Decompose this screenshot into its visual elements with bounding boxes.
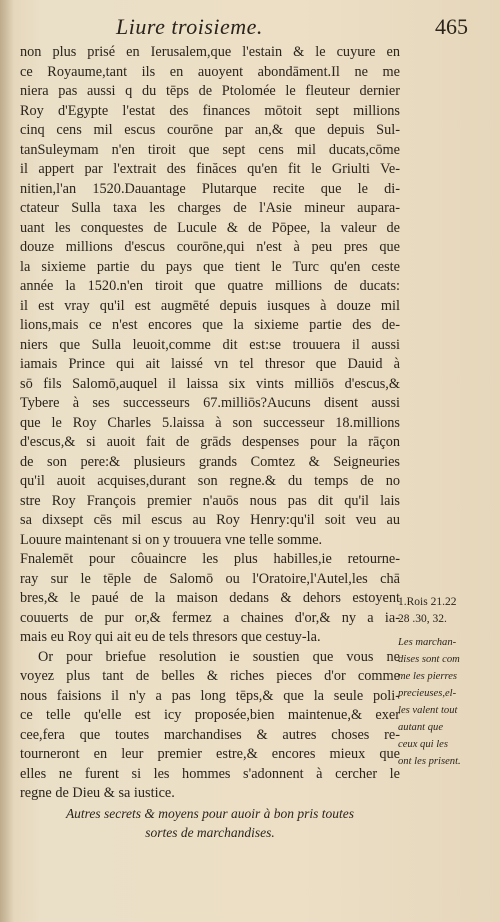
text-line: ce Royaume,tant ils en auoyent abondāment.Il ne me bbox=[20, 63, 400, 80]
text-line: stre Roy François premier n'auōs nous pas dit qu'il lais bbox=[20, 492, 400, 509]
paragraph-start-line: Or pour briefue resolution ie soustien que vous ne bbox=[38, 648, 400, 665]
text-line: sa dixsept cēs mil escus au Roy Henry:qu'il soit veu au bbox=[20, 512, 400, 528]
text-line: Fnalemēt pour côuaincre les plus habilles,ie retourne- bbox=[20, 551, 400, 567]
text-line: cee,fera que toutes marchandises & autres choses re- bbox=[20, 726, 400, 743]
text-line: il appert par l'extrait des finăces qu'en fit le Griulti Ve- bbox=[20, 161, 400, 177]
text-line: année la 1520.n'en tiroit que quatre millions de ducats: bbox=[20, 278, 400, 294]
text-line: voyez plus tant de belles & riches pieces d'or comme bbox=[20, 668, 400, 684]
text-line: bres,& le paué de la maison dedans & dehors estoyent bbox=[20, 590, 400, 606]
text-line: mais eu Roy qui ait eu de tels thresors que cestuy-la. bbox=[20, 629, 321, 645]
running-title: Liure troisieme. bbox=[116, 14, 263, 39]
text-line: iamais Prince qui ait laissé vn tel thresor que Dauid à bbox=[20, 356, 400, 372]
section-heading-line: sortes de marchandises. bbox=[145, 825, 275, 840]
text-line: uant les conquestes de Lucule & de Pōpee, la valeur de bbox=[20, 219, 400, 236]
text-line: qu'il auoit acquises,durant son regne.& du temps de no bbox=[20, 473, 400, 489]
text-line: Louure maintenant si on y trouuera vne telle somme. bbox=[20, 531, 323, 548]
section-heading-line: Autres secrets & moyens pour auoir à bon pris toutes bbox=[65, 805, 355, 821]
text-line: non plus prisé en Ierusalem,que l'estain & le cuyure en bbox=[20, 44, 400, 60]
gutter-shadow bbox=[0, 0, 14, 922]
page-header bbox=[108, 14, 468, 42]
text-line: de son pere:& plusieurs grands Comtez & Seigneuries bbox=[20, 453, 400, 470]
main-text bbox=[20, 43, 400, 843]
text-line: regne de Dieu & sa iustice. bbox=[20, 785, 175, 801]
text-line: tourneront en leur premier estre,& encores mieux que bbox=[20, 746, 400, 762]
text-line: d'escus,& si auoit fait de grāds despenses pour la rāçon bbox=[20, 434, 400, 450]
text-line: ctateur Sulla taxa les charges de l'Asie mineur aupara- bbox=[20, 200, 400, 216]
text-line: tanSuleymam n'en tiroit que sept cens mil ducats,cōme bbox=[20, 141, 400, 158]
margin-gloss bbox=[398, 634, 494, 770]
text-line: la sixieme partie du pays que tient le Turc qu'en ceste bbox=[20, 258, 400, 275]
text-line: couuerts de pur or,& fermez a chaines d'or,& ny a ia- bbox=[20, 609, 400, 626]
page-number: 465 bbox=[435, 14, 468, 39]
margin-note-line: me les pierres bbox=[398, 671, 458, 682]
text-line: cinq cens mil escus courōne par an,& que depuis Sul- bbox=[20, 122, 400, 138]
text-line: nous faisions il n'y a pas long tēps,& que la seule poli- bbox=[20, 687, 400, 704]
margin-note-line: dises sont com bbox=[398, 654, 460, 665]
text-line: sō fils Salomō,auquel il laissa six vints milliōs d'escus,& bbox=[20, 375, 400, 392]
margin-note-line: les valent tout bbox=[398, 705, 458, 716]
text-line: que le Roy Charles 5.laissa à son successeur 18.millions bbox=[20, 414, 400, 431]
margin-reference bbox=[398, 594, 494, 628]
text-line: Roy d'Egypte l'estat des finances mōtoit sept millions bbox=[20, 102, 400, 119]
text-line: ray sur le tēple de Salomō ou l'Oratoire,l'Autel,les chā bbox=[20, 570, 400, 587]
margin-note-line: ont les prisent. bbox=[398, 756, 461, 767]
text-line: nitien,l'an 1520.Dauantage Plutarque recite que le di- bbox=[20, 180, 400, 197]
text-line: niers que Sulla leuoit,comme dit est:se trouuera il aussi bbox=[20, 336, 400, 353]
text-line: il est vray qu'il est augmēté depuis iusques à douze mil bbox=[20, 297, 400, 314]
margin-note-line: Les marchan- bbox=[398, 637, 457, 648]
margin-note-line: autant que bbox=[398, 722, 444, 733]
text-line: elles ne furent si les hommes s'adonnent à cercher le bbox=[20, 765, 400, 782]
margin-note-line: 28 .30, 32. bbox=[398, 613, 447, 625]
margin-note-line: 1.Rois 21.22 bbox=[398, 596, 457, 608]
margin-note-line: precieuses,el- bbox=[398, 688, 457, 699]
text-line: lions,mais ce n'est encores que la sixieme partie des de- bbox=[20, 317, 400, 333]
margin-note-line: ceux qui les bbox=[398, 739, 449, 750]
text-line: niera pas aussi q du tēps de Ptolomée le fleuteur dernier bbox=[20, 83, 400, 99]
text-line: douze millions d'escus courōne,qui n'est à peu pres que bbox=[20, 239, 400, 255]
text-line: Tybere à ses successeurs 67.milliōs?Aucuns disent aussi bbox=[20, 395, 400, 411]
text-line: ce telle qu'elle est icy proposée,bien maintenue,& exer bbox=[20, 707, 400, 723]
